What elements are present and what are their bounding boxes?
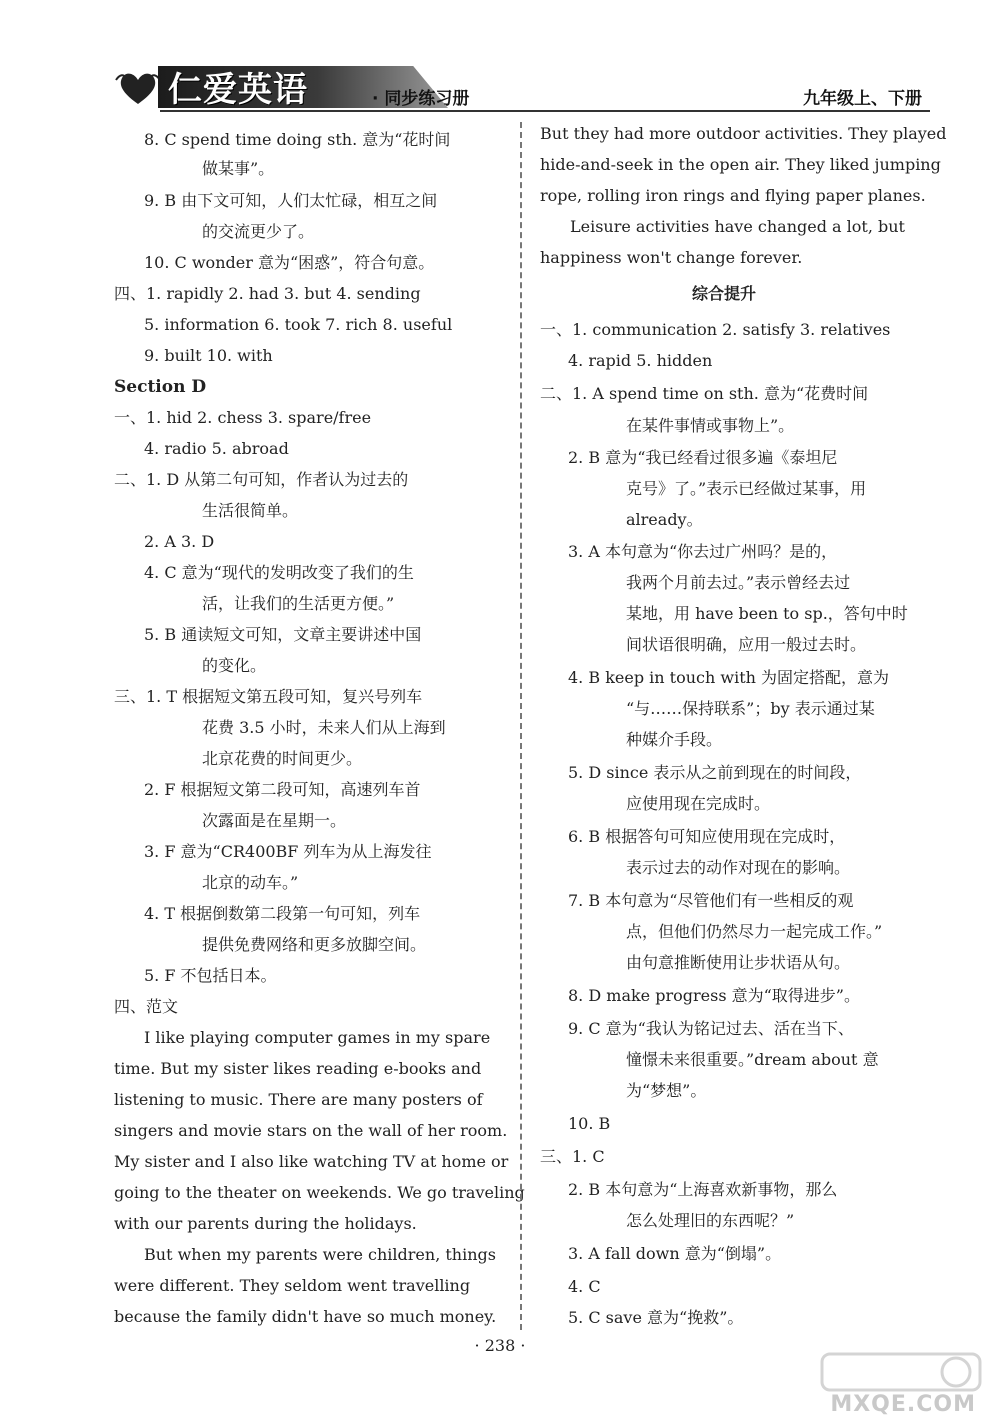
left-text-line: 四、范文 — [114, 997, 179, 1016]
left-text-line: singers and movie stars on the wall of her room. — [114, 1121, 508, 1140]
left-text-line: 次露面是在星期一。 — [202, 811, 347, 830]
left-text-line: 5. B 通读短文可知，文章主要讲述中国 — [144, 625, 422, 644]
right-text-line: 6. B 根据答句可知应使用现在完成时， — [568, 827, 846, 846]
right-text-line: 4. rapid 5. hidden — [568, 351, 713, 370]
left-text-line: I like playing computer games in my spare — [144, 1028, 491, 1047]
right-text-line: 种媒介手段。 — [626, 730, 723, 749]
right-text-line: already。 — [626, 510, 703, 529]
right-text-line: 4. C — [568, 1277, 601, 1296]
left-text-line: 生活很简单。 — [202, 501, 299, 520]
series-title: · 同步练习册 — [372, 89, 470, 109]
right-text-line: 间状语很明确，应用一般过去时。 — [626, 635, 867, 654]
left-text-line: 二、1. D 从第二句可知，作者认为过去的 — [114, 470, 409, 489]
left-text-line: 9. built 10. with — [144, 346, 273, 365]
left-text-line: 8. C spend time doing sth. 意为“花时间 — [144, 130, 451, 149]
left-text-line: 4. C 意为“现代的发明改变了我们的生 — [144, 563, 414, 582]
left-text-line: 4. T 根据倒数第二段第一句可知，列车 — [144, 904, 421, 923]
right-text-line: 怎么处理旧的东西呢？” — [626, 1211, 795, 1230]
left-text-line: going to the theater on weekends. We go traveling — [114, 1183, 525, 1202]
left-text-line: 2. A 3. D — [144, 532, 215, 551]
right-text-line: 为“梦想”。 — [626, 1081, 707, 1100]
left-text-line: 花费 3.5 小时，未来人们从上海到 — [202, 718, 446, 737]
left-text-line: time. But my sister likes reading e-books and — [114, 1059, 482, 1078]
left-text-line: But when my parents were children, things — [144, 1245, 496, 1264]
right-text-line: 9. C 意为“我认为铭记过去、活在当下、 — [568, 1019, 854, 1038]
left-text-line: 5. information 6. took 7. rich 8. useful — [144, 315, 453, 334]
left-text-line: 三、1. T 根据短文第五段可知，复兴号列车 — [114, 687, 423, 706]
right-text-line: 表示过去的动作对现在的影响。 — [626, 858, 851, 877]
left-text-line: 北京的动车。” — [202, 873, 299, 892]
left-text-line: 做某事”。 — [202, 159, 275, 178]
right-text-line: 由句意推断使用让步状语从句。 — [626, 953, 851, 972]
right-text-line: Leisure activities have changed a lot, but — [570, 217, 905, 236]
right-text-line: 克号》了。”表示已经做过某事，用 — [626, 479, 867, 498]
right-text-line: But they had more outdoor activities. They played — [540, 124, 947, 143]
right-text-line: 我两个月前去过。”表示曾经去过 — [626, 573, 851, 592]
right-text-line: 10. B — [568, 1114, 611, 1133]
left-text-line: 的变化。 — [202, 656, 267, 675]
right-text-line: 2. B 本句意为“上海喜欢新事物，那么 — [568, 1180, 838, 1199]
grade-label: 九年级上、下册 — [803, 89, 922, 109]
left-text-line: 提供免费网络和更多放脚空间。 — [202, 935, 427, 954]
right-text-line: 7. B 本句意为“尽管他们有一些相反的观 — [568, 891, 854, 910]
left-text-line: 10. C wonder 意为“困惑”，符合句意。 — [144, 253, 435, 272]
page-number: · 238 · — [474, 1336, 526, 1355]
left-text-line: 4. radio 5. abroad — [144, 439, 289, 458]
right-text-line: 三、1. C — [540, 1147, 605, 1166]
right-text-line: 3. A 本句意为“你去过广州吗？是的， — [568, 542, 838, 561]
left-text-line: 5. F 不包括日本。 — [144, 966, 277, 985]
right-text-line: “与……保持联系”；by 表示通过某 — [626, 699, 875, 718]
left-text-line: with our parents during the holidays. — [114, 1214, 417, 1233]
column-divider — [520, 122, 522, 1330]
right-text-line: 某地，用 have been to sp.，答句中时 — [626, 604, 908, 623]
left-text-line: listening to music. There are many posters of — [114, 1090, 483, 1109]
right-text-line: 3. A fall down 意为“倒塌”。 — [568, 1244, 782, 1263]
right-text-line: 一、1. communication 2. satisfy 3. relatives — [540, 320, 891, 339]
right-text-line: 点，但他们仍然尽力一起完成工作。” — [626, 922, 883, 941]
left-text-line: 的交流更少了。 — [202, 222, 315, 241]
left-text-line: because the family didn't have so much money. — [114, 1307, 497, 1326]
right-text-line: 4. B keep in touch with 为固定搭配，意为 — [568, 668, 890, 687]
left-text-line: 一、1. hid 2. chess 3. spare/free — [114, 408, 372, 427]
right-text-line: 应使用现在完成时。 — [626, 794, 771, 813]
right-text-line: 5. D since 表示从之前到现在的时间段， — [568, 763, 862, 782]
left-text-line: 9. B 由下文可知，人们太忙碌，相互之间 — [144, 191, 438, 210]
left-text-line: My sister and I also like watching TV at home or — [114, 1152, 509, 1171]
right-text-line: 8. D make progress 意为“取得进步”。 — [568, 986, 860, 1005]
right-text-line: 二、1. A spend time on sth. 意为“花费时间 — [540, 384, 869, 403]
brand-title: 仁爱英语 — [168, 70, 308, 110]
left-text-line: 3. F 意为“CR400BF 列车为从上海发往 — [144, 842, 432, 861]
right-text-line: rope, rolling iron rings and flying paper planes. — [540, 186, 926, 205]
left-text-line: 活，让我们的生活更方便。” — [202, 594, 395, 613]
watermark-text: MXQE.COM — [830, 1392, 976, 1417]
right-text-line: 在某件事情或事物上”。 — [626, 416, 795, 435]
right-text-line: 5. C save 意为“挽救”。 — [568, 1308, 744, 1327]
left-text-line: 北京花费的时间更少。 — [202, 749, 363, 768]
left-text-line: 四、1. rapidly 2. had 3. but 4. sending — [114, 284, 421, 303]
right-text-line: hide-and-seek in the open air. They liked jumping — [540, 155, 941, 174]
header-divider — [160, 110, 930, 112]
left-text-line: Section D — [114, 377, 207, 397]
page-header — [100, 62, 930, 114]
heart-wings-logo-icon — [114, 68, 162, 108]
right-text-line: 综合提升 — [692, 284, 757, 303]
left-text-line: were different. They seldom went travelling — [114, 1276, 471, 1295]
right-text-line: 憧憬未来很重要。”dream about 意 — [626, 1050, 879, 1069]
right-text-line: happiness won't change forever. — [540, 248, 803, 267]
right-text-line: 2. B 意为“我已经看过很多遍《泰坦尼 — [568, 448, 838, 467]
left-text-line: 2. F 根据短文第二段可知，高速列车首 — [144, 780, 421, 799]
